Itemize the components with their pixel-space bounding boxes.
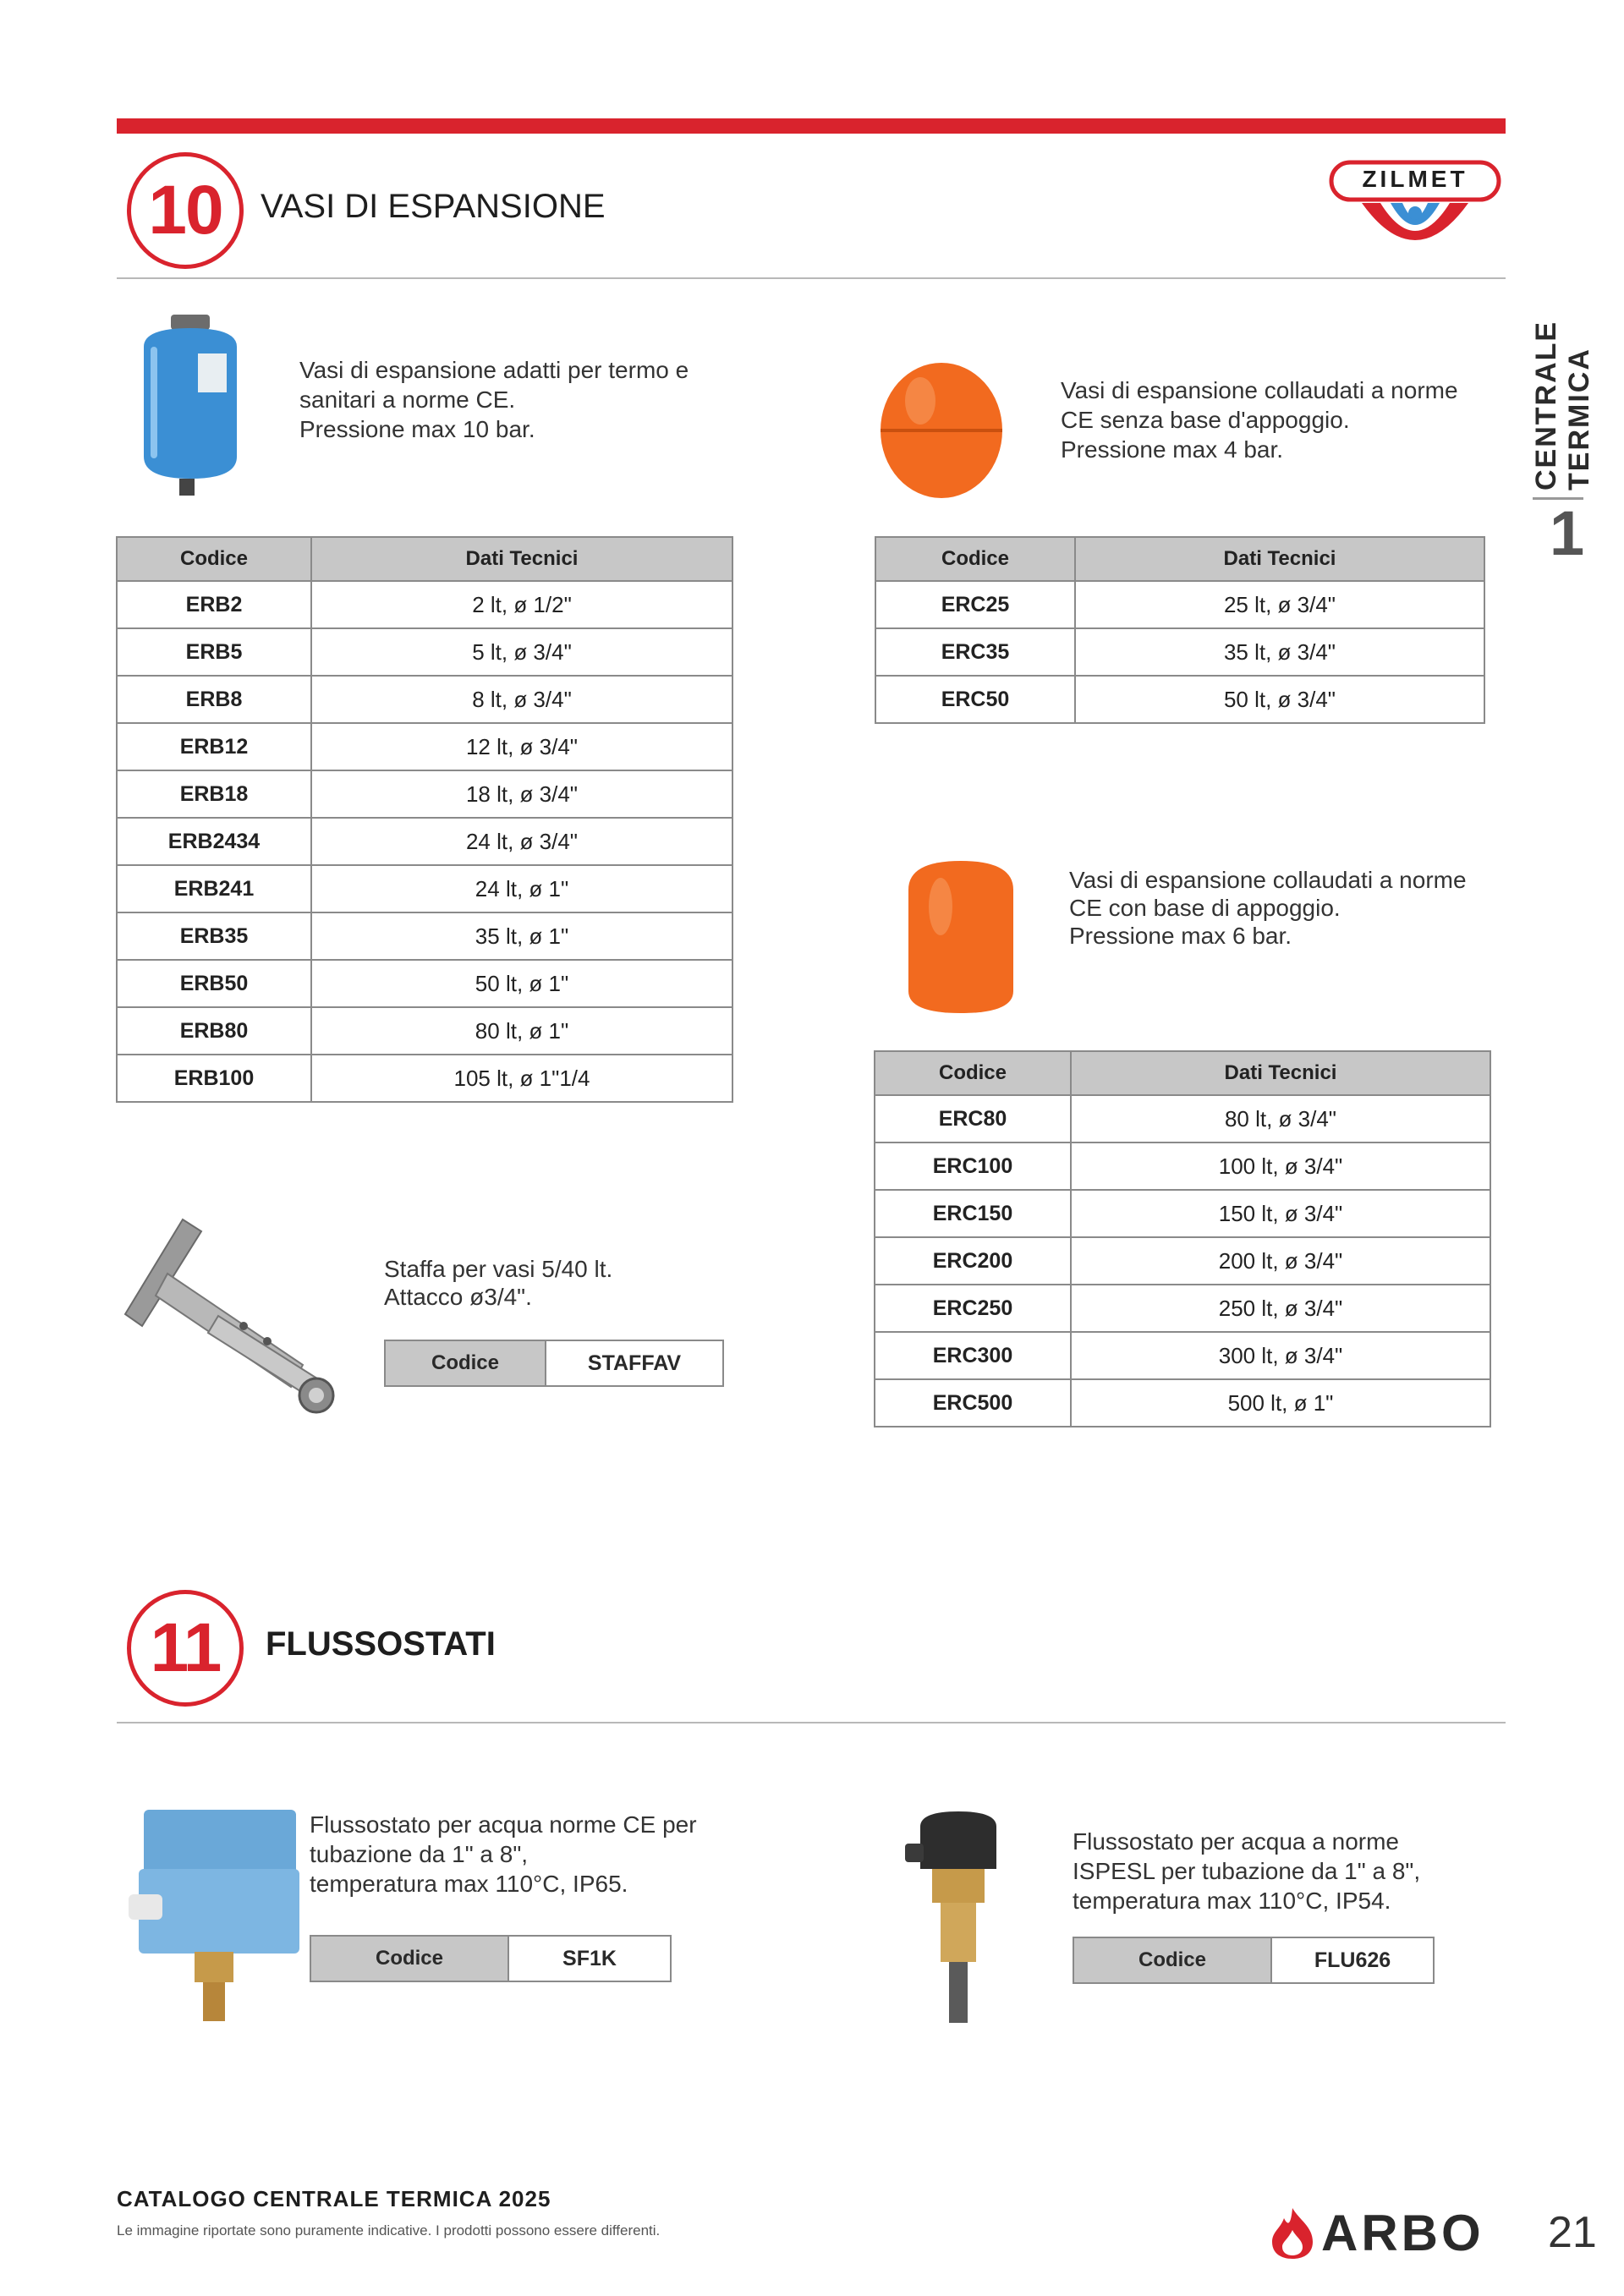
bracket-image xyxy=(117,1214,345,1431)
table-row xyxy=(117,865,732,912)
arbo-logo xyxy=(1269,2204,1484,2262)
section-number: 10 xyxy=(148,172,222,249)
flow-switch-flu626-image xyxy=(903,1810,1013,2026)
tech-data: 8 lt, ø 3/4" xyxy=(311,676,732,723)
tech-data: 25 lt, ø 3/4" xyxy=(1075,581,1484,628)
tech-data: 18 lt, ø 3/4" xyxy=(311,770,732,818)
side-tab-number: 1 xyxy=(1550,498,1585,568)
footer-title: CATALOGO CENTRALE TERMICA 2025 xyxy=(117,2186,551,2211)
column-header-tech-data: Dati Tecnici xyxy=(1075,537,1484,581)
bracket-code-box xyxy=(384,1340,724,1387)
tech-data: 100 lt, ø 3/4" xyxy=(1071,1143,1490,1190)
orange-tank-no-base-image xyxy=(878,359,1005,502)
erb-table xyxy=(116,536,733,1103)
table-row xyxy=(117,770,732,818)
sf1k-code-box xyxy=(310,1935,672,1982)
product-code: ERB8 xyxy=(117,676,311,723)
product-code: ERC80 xyxy=(875,1095,1071,1143)
table-row xyxy=(875,628,1484,676)
table-row xyxy=(117,1055,732,1102)
product-code: ERB12 xyxy=(117,723,311,770)
erc-large-table xyxy=(874,1050,1491,1427)
product-code: ERB80 xyxy=(117,1007,311,1055)
table-row xyxy=(875,1237,1490,1285)
product-code: FLU626 xyxy=(1314,1948,1391,1972)
section-number-badge xyxy=(127,1590,244,1707)
column-header-tech-data: Dati Tecnici xyxy=(311,537,732,581)
code-label: Codice xyxy=(311,1937,509,1981)
product-code: ERC100 xyxy=(875,1143,1071,1190)
section-number: 11 xyxy=(150,1609,221,1686)
tech-data: 300 lt, ø 3/4" xyxy=(1071,1332,1490,1379)
table-header-row xyxy=(875,537,1484,581)
table-row xyxy=(117,1007,732,1055)
product-code: ERB2 xyxy=(117,581,311,628)
tech-data: 24 lt, ø 1" xyxy=(311,865,732,912)
product-code: ERC50 xyxy=(875,676,1075,723)
table-row xyxy=(875,676,1484,723)
product-code: ERB2434 xyxy=(117,818,311,865)
product-code: ERC150 xyxy=(875,1190,1071,1237)
column-header-code: Codice xyxy=(117,537,311,581)
side-tab-label: CENTRALE TERMICA xyxy=(1530,320,1595,490)
flow-switch-sf1k-image xyxy=(127,1801,304,2026)
product-code: ERC200 xyxy=(875,1237,1071,1285)
tech-data: 105 lt, ø 1"1/4 xyxy=(311,1055,732,1102)
zilmet-logo xyxy=(1328,159,1502,266)
tech-data: 35 lt, ø 3/4" xyxy=(1075,628,1484,676)
erb-description: Vasi di espansione adatti per termo e sanitari a norme CE. Pressione max 10 bar. xyxy=(299,357,689,442)
product-code: ERB5 xyxy=(117,628,311,676)
product-code: ERB35 xyxy=(117,912,311,960)
side-tab xyxy=(1529,186,1597,490)
table-row xyxy=(117,581,732,628)
tech-data: 2 lt, ø 1/2" xyxy=(311,581,732,628)
tech-data: 35 lt, ø 1" xyxy=(311,912,732,960)
table-row xyxy=(875,1379,1490,1427)
tech-data: 5 lt, ø 3/4" xyxy=(311,628,732,676)
section-divider xyxy=(117,1722,1506,1723)
tech-data: 150 lt, ø 3/4" xyxy=(1071,1190,1490,1237)
table-row xyxy=(875,1285,1490,1332)
blue-expansion-tank-image xyxy=(135,313,245,499)
zilmet-logo-text: ZILMET xyxy=(1362,166,1468,192)
orange-tank-with-base-image xyxy=(902,856,1020,1018)
product-code: ERC25 xyxy=(875,581,1075,628)
section-divider xyxy=(117,277,1506,279)
tech-data: 500 lt, ø 1" xyxy=(1071,1379,1490,1427)
flu626-code-box xyxy=(1073,1937,1435,1984)
table-row xyxy=(875,1095,1490,1143)
bracket-description: Staffa per vasi 5/40 lt. Attacco ø3/4". xyxy=(384,1256,613,1310)
table-header-row xyxy=(875,1051,1490,1095)
table-row xyxy=(875,581,1484,628)
table-header-row xyxy=(117,537,732,581)
table-row xyxy=(875,1190,1490,1237)
code-label: Codice xyxy=(386,1341,546,1385)
product-code: ERB50 xyxy=(117,960,311,1007)
column-header-tech-data: Dati Tecnici xyxy=(1071,1051,1490,1095)
tech-data: 12 lt, ø 3/4" xyxy=(311,723,732,770)
table-row xyxy=(117,912,732,960)
section-title: VASI DI ESPANSIONE xyxy=(261,188,606,225)
top-accent-bar xyxy=(117,118,1506,134)
product-code: STAFFAV xyxy=(587,1351,682,1375)
product-code: ERB18 xyxy=(117,770,311,818)
tech-data: 80 lt, ø 1" xyxy=(311,1007,732,1055)
product-code: ERC300 xyxy=(875,1332,1071,1379)
table-row xyxy=(117,818,732,865)
flame-icon xyxy=(1269,2206,1316,2260)
product-code: SF1K xyxy=(562,1946,617,1970)
section-title: FLUSSOSTATI xyxy=(266,1625,496,1663)
section-number-badge xyxy=(127,152,244,269)
table-row xyxy=(117,628,732,676)
erc-small-description: Vasi di espansione collaudati a norme CE senza base d'appoggio. Pressione max 4 bar. xyxy=(1061,377,1458,463)
tech-data: 250 lt, ø 3/4" xyxy=(1071,1285,1490,1332)
sf1k-description: Flussostato per acqua norme CE per tubazione da 1" a 8", temperatura max 110°C, IP65. xyxy=(310,1811,697,1897)
tech-data: 24 lt, ø 3/4" xyxy=(311,818,732,865)
tech-data: 80 lt, ø 3/4" xyxy=(1071,1095,1490,1143)
erc-large-description: Vasi di espansione collaudati a norme CE con base di appoggio. Pressione max 6 bar. xyxy=(1069,867,1467,949)
tech-data: 200 lt, ø 3/4" xyxy=(1071,1237,1490,1285)
product-code: ERC250 xyxy=(875,1285,1071,1332)
page-number: 21 xyxy=(1548,2208,1597,2257)
footer-note: Le immagine riportate sono puramente indicative. I prodotti possono essere differenti. xyxy=(117,2222,661,2238)
product-code: ERC35 xyxy=(875,628,1075,676)
tech-data: 50 lt, ø 3/4" xyxy=(1075,676,1484,723)
tech-data: 50 lt, ø 1" xyxy=(311,960,732,1007)
column-header-code: Codice xyxy=(875,537,1075,581)
product-code: ERC500 xyxy=(875,1379,1071,1427)
table-row xyxy=(117,676,732,723)
column-header-code: Codice xyxy=(875,1051,1071,1095)
arbo-logo-text: ARBO xyxy=(1321,2205,1484,2261)
erc-small-table xyxy=(875,536,1485,724)
code-label: Codice xyxy=(1074,1938,1272,1982)
table-row xyxy=(875,1332,1490,1379)
table-row xyxy=(117,723,732,770)
flu626-description: Flussostato per acqua a norme ISPESL per tubazione da 1" a 8", temperatura max 110°C, IP54. xyxy=(1073,1828,1421,1914)
table-row xyxy=(875,1143,1490,1190)
product-code: ERB241 xyxy=(117,865,311,912)
table-row xyxy=(117,960,732,1007)
product-code: ERB100 xyxy=(117,1055,311,1102)
